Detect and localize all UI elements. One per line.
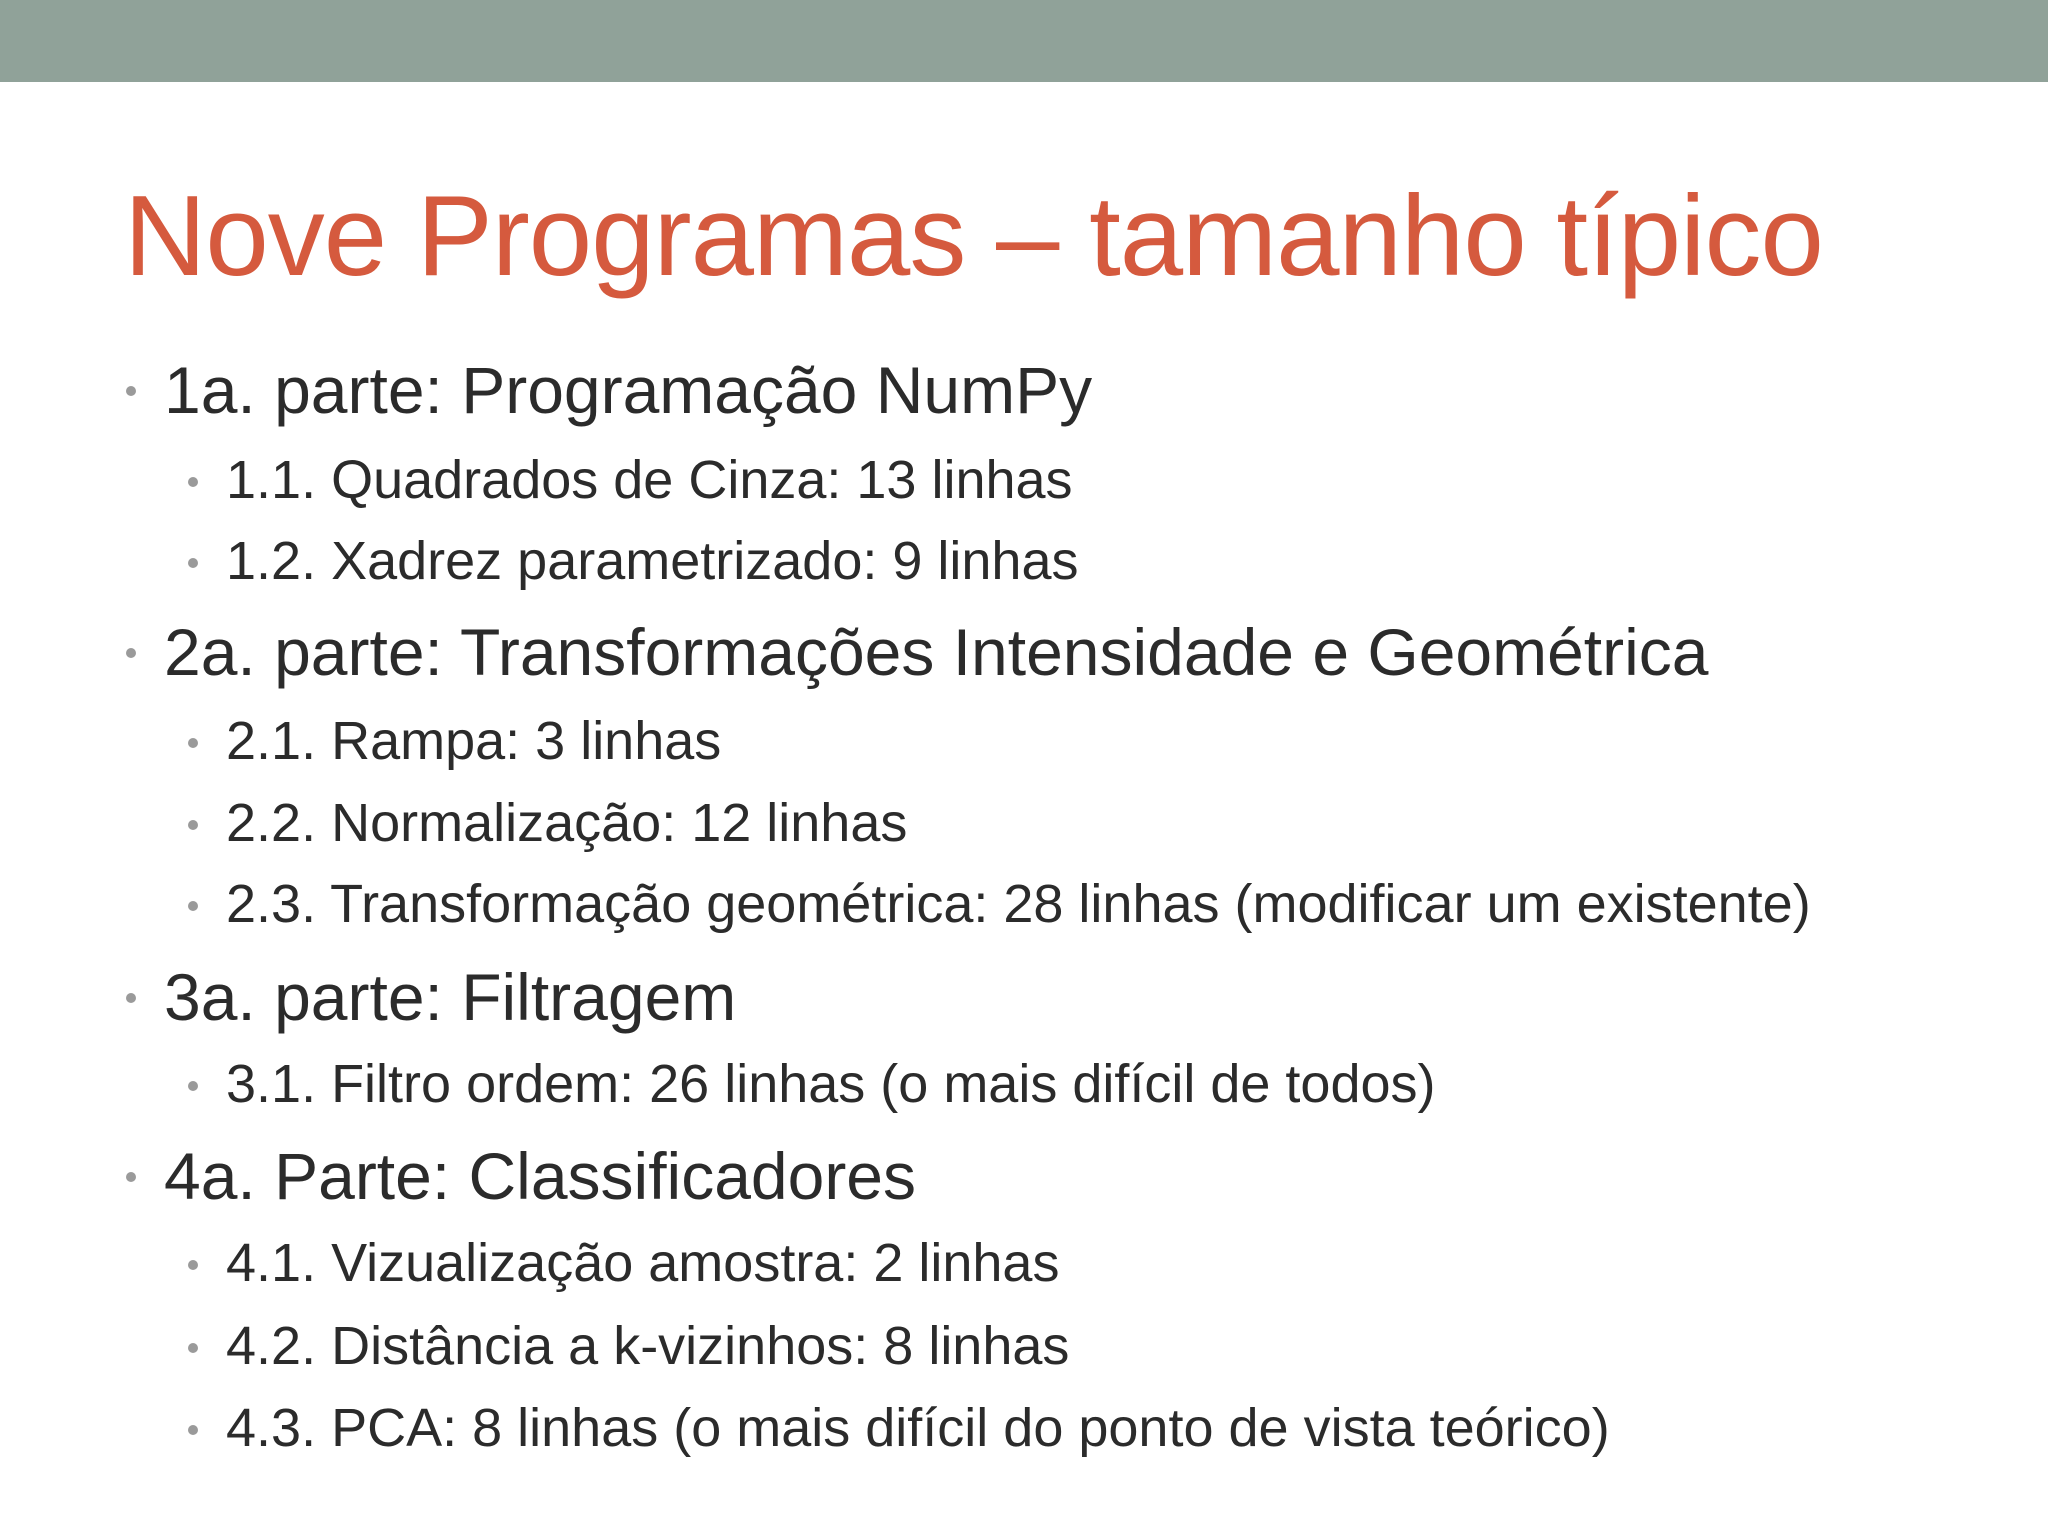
list-item-text: 4.1. Vizualização amostra: 2 linhas (226, 1233, 1060, 1293)
bullet-icon (188, 738, 198, 748)
list-item-text: 4.3. PCA: 8 linhas (o mais difícil do ponto de vista teórico) (226, 1398, 1610, 1458)
slide-title: Nove Programas – tamanho típico (124, 173, 1823, 300)
bullet-icon (188, 477, 198, 487)
list-item (164, 612, 1709, 692)
list-item-text: 1.1. Quadrados de Cinza: 13 linhas (226, 450, 1073, 510)
list-item-text: 1a. parte: Programação NumPy (164, 353, 1093, 427)
list-item-text: 2a. parte: Transformações Intensidade e Geométrica (164, 615, 1709, 689)
list-item (226, 1394, 1610, 1462)
list-item (226, 446, 1073, 514)
list-item-text: 2.3. Transformação geométrica: 28 linhas (modificar um existente) (226, 874, 1811, 934)
list-item (164, 957, 736, 1037)
bullet-icon (188, 1425, 198, 1435)
bullet-icon (188, 558, 198, 568)
list-item (226, 870, 1811, 938)
list-item-text: 2.1. Rampa: 3 linhas (226, 711, 722, 771)
list-item (226, 527, 1078, 595)
list-item-text: 3a. parte: Filtragem (164, 960, 737, 1034)
list-item (226, 789, 907, 857)
bullet-icon (188, 1260, 198, 1270)
bullet-icon (126, 1172, 136, 1182)
list-item (226, 1050, 1436, 1118)
bullet-icon (188, 1343, 198, 1353)
list-item (226, 1229, 1059, 1297)
list-item-text: 4a. Parte: Classificadores (164, 1139, 917, 1213)
list-item-text: 2.2. Normalização: 12 linhas (226, 793, 908, 853)
bullet-icon (188, 901, 198, 911)
list-item (164, 1136, 916, 1216)
bullet-icon (126, 648, 136, 658)
bullet-icon (188, 1081, 198, 1091)
list-item (226, 1312, 1069, 1380)
list-item-text: 4.2. Distância a k-vizinhos: 8 linhas (226, 1316, 1070, 1376)
bullet-icon (188, 820, 198, 830)
list-item (164, 350, 1092, 430)
list-item-text: 1.2. Xadrez parametrizado: 9 linhas (226, 531, 1079, 591)
list-item (226, 707, 721, 775)
bullet-icon (126, 993, 136, 1003)
list-item-text: 3.1. Filtro ordem: 26 linhas (o mais difícil de todos) (226, 1054, 1436, 1114)
bullet-icon (126, 386, 136, 396)
